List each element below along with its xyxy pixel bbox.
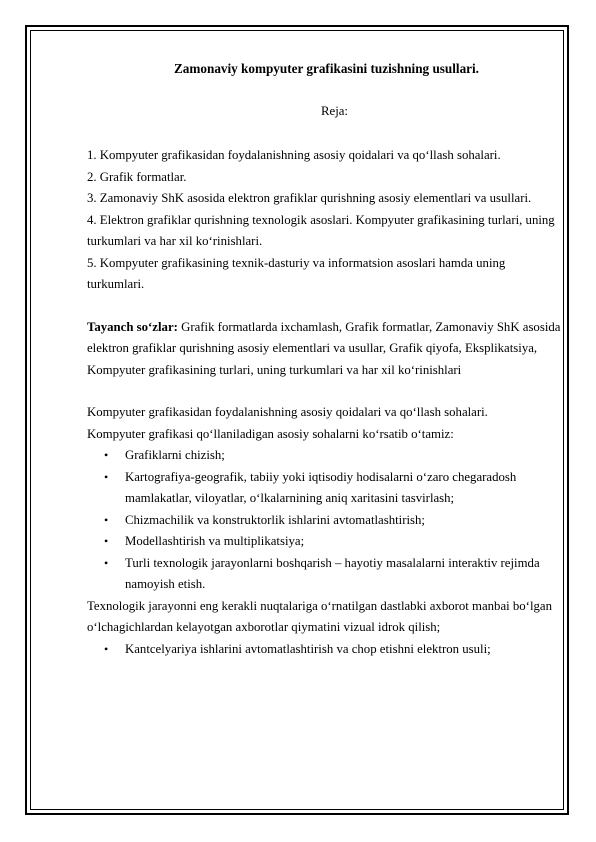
- list-item: [87, 445, 562, 467]
- plan-item-2: 2. Grafik formatlar.: [87, 169, 187, 184]
- bullet-icon: •: [104, 512, 109, 527]
- section-heading: Kompyuter grafikasidan foydalanishning asosiy qoidalari va qo‘llash sohalari.: [87, 405, 488, 419]
- section-intro: Kompyuter grafikasi qo‘llaniladigan asosiy sohalarni ko‘rsatib o‘tamiz:: [87, 426, 454, 441]
- list-item-text: Chizmachilik va konstruktorlik ishlarini avtomatlashtirish;: [125, 512, 425, 527]
- plan-heading: Reja:: [320, 103, 348, 118]
- list-item-text: Turli texnologik jarayonlarni boshqarish – hayotiy masalalarni interaktiv rejimda namoyish etish.: [125, 555, 540, 591]
- document-body: [87, 58, 562, 660]
- keywords-paragraph: [87, 317, 562, 382]
- plan-item-4: 4. Elektron grafiklar qurishning texnologik asoslari. Kompyuter grafikasining turlari, uning turkumlari va har xil ko‘rinishlari.: [87, 212, 555, 248]
- plan-item-5: 5. Kompyuter grafikasining texnik-dasturiy va informatsion asoslari hamda uning turkumlari.: [87, 255, 506, 291]
- application-areas-list: [87, 445, 562, 596]
- list-item-text: Grafiklarni chizish;: [125, 448, 225, 462]
- bullet-icon: •: [104, 641, 109, 656]
- list-item-text: Modellashtirish va multiplikatsiya;: [125, 534, 305, 548]
- document-title: Zamonaviy kompyuter grafikasini tuzishning usullari.: [174, 61, 479, 76]
- keywords-text: Grafik formatlarda ixchamlash, Grafik formatlar, Zamonaviy ShK asosida elektron grafiklar qurishning asosiy elementlari va usullar, Grafik qiyofa, Eksplikatsiya, Kompyuter grafikasining turlari, uning turkumlari va har xil ko‘rinishlari: [87, 319, 561, 377]
- keywords-label: Tayanch so‘zlar:: [87, 319, 178, 334]
- bullet-icon: •: [104, 469, 109, 484]
- plan-list: [87, 145, 562, 296]
- bullet-icon: •: [104, 555, 109, 570]
- list-item: [87, 639, 562, 661]
- plan-item-1: 1. Kompyuter grafikasidan foydalanishning asosiy qoidalari va qo‘llash sohalari.: [87, 148, 501, 162]
- list-item: [87, 531, 562, 553]
- list-item: [87, 510, 562, 532]
- list-item: [87, 467, 562, 510]
- list-item-text: Kantcelyariya ishlarini avtomatlashtirish va chop etishni elektron usuli;: [125, 641, 491, 656]
- bullet-icon: •: [104, 448, 109, 462]
- paragraph-2: Texnologik jarayonni eng kerakli nuqtalariga o‘rnatilgan dastlabki axborot manbai bo‘lgan o‘lchagichlardan kelayotgan axborotlar qiymatini vizual idrok qilish;: [87, 598, 552, 634]
- bullet-icon: •: [104, 534, 109, 548]
- list-item-text: Kartografiya-geografik, tabiiy yoki iqtisodiy hodisalarni o‘zaro chegaradosh mamlakatlar, viloyatlar, o‘lkalarnining aniq xaritasini tasvirlash;: [125, 469, 517, 505]
- office-automation-list: [87, 639, 562, 661]
- plan-item-3: 3. Zamonaviy ShK asosida elektron grafiklar qurishning asosiy elementlari va usullari.: [87, 191, 532, 205]
- list-item: [87, 553, 562, 596]
